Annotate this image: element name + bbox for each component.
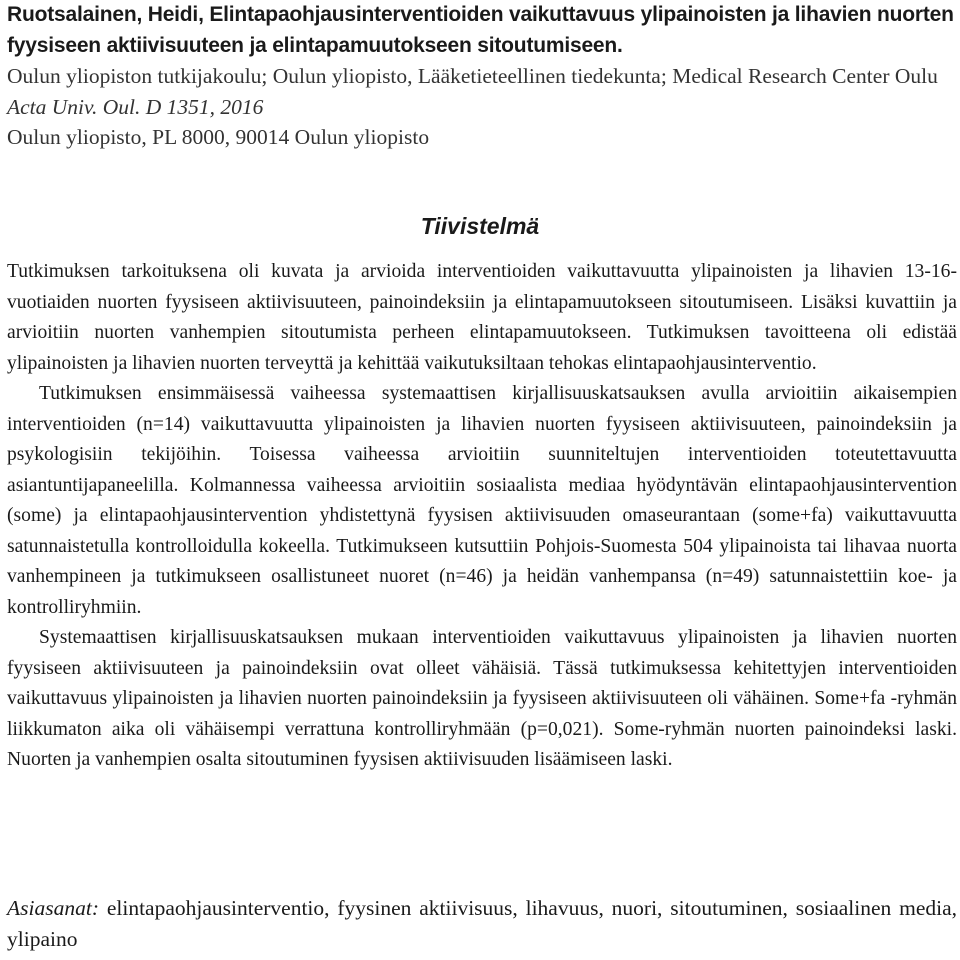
abstract-paragraph-1: Tutkimuksen tarkoituksena oli kuvata ja arvioida interventioiden vaikuttavuutta ylipainoisten ja lihavien 13-16-vuotiaiden nuorten fyysiseen aktiivisuuteen, painoindeksiin ja elintapamuutokseen sitoutumiseen. Lisäksi kuvattiin ja arvioitiin nuorten vanhempien sitoutumista perheen elintapamuutokseen. Tutkimuksen tavoitteena oli edistää ylipainoisten ja lihavien nuorten terveyttä ja kehittää vaikutuksiltaan tehokas elintapaohjausinterventio. xyxy=(7,261,957,374)
abstract-paragraph-2: Tutkimuksen ensimmäisessä vaiheessa systemaattisen kirjallisuuskatsauksen avulla arvioitiin aikaisempien interventioiden (n=14) vaikuttavuutta ylipainoisten ja lihavien nuorten fyysiseen aktiivisuuteen, painoindeksiin ja psykologisiin tekijöihin. Toisessa vaiheessa arvioitiin suunniteltujen interventioiden toteutettavuutta asiantuntijapaneelilla. Kolmannessa vaiheessa arvioitiin sosiaalista mediaa hyödyntävän elintapaohjausintervention (some) ja elintapaohjausintervention yhdistettynä fyysisen aktiivisuuden omaseurantaan (some+fa) vaikuttavuutta satunnaistetulla kontrolloidulla kokeella. Tutkimukseen kutsuttiin Pohjois-Suomesta 504 ylipainoista tai lihavaa nuorta vanhempineen ja tutkimukseen osallistuneet nuoret (n=46) ja heidän vanhempansa (n=49) satunnaistettiin koe- ja kontrolliryhmiin. xyxy=(7,383,957,618)
citation-title: Ruotsalainen, Heidi, Elintapaohjausinterventioiden vaikuttavuus ylipainoisten ja lihavien nuorten fyysiseen aktiivisuuteen ja elintapamuutokseen sitoutumiseen. xyxy=(7,3,954,57)
publisher-address: Oulun yliopisto, PL 8000, 90014 Oulun yliopisto xyxy=(7,125,430,149)
abstract-body xyxy=(7,257,957,776)
keywords-label: Asiasanat: xyxy=(7,896,99,920)
citation-header xyxy=(7,0,957,153)
keywords-list: elintapaohjausinterventio, fyysinen aktiivisuus, lihavuus, nuori, sitoutuminen, sosiaalinen media, ylipaino xyxy=(7,896,958,951)
abstract-heading: Tiivistelmä xyxy=(420,213,540,239)
keywords xyxy=(7,893,957,955)
abstract-paragraph-3: Systemaattisen kirjallisuuskatsauksen mukaan interventioiden vaikuttavuus ylipainoisten ja lihavien nuorten fyysiseen aktiivisuuteen ja painoindeksiin ovat olleet vähäisiä. Tässä tutkimuksessa kehitettyjen interventioiden vaikuttavuus ylipainoisten ja lihavien nuorten painoindeksiin ja fyysiseen aktiivisuuteen oli vähäinen. Some+fa -ryhmän liikkumaton aika oli vähäisempi verrattuna kontrolliryhmään (p=0,021). Some-ryhmän nuorten painoindeksi laski. Nuorten ja vanhempien osalta sitoutuminen fyysisen aktiivisuuden lisäämiseen laski. xyxy=(7,627,957,770)
series-reference: Acta Univ. Oul. D 1351, 2016 xyxy=(7,94,264,119)
affiliation: Oulun yliopiston tutkijakoulu; Oulun yliopisto, Lääketieteellinen tiedekunta; Medical Research Center Oulu xyxy=(7,64,938,88)
